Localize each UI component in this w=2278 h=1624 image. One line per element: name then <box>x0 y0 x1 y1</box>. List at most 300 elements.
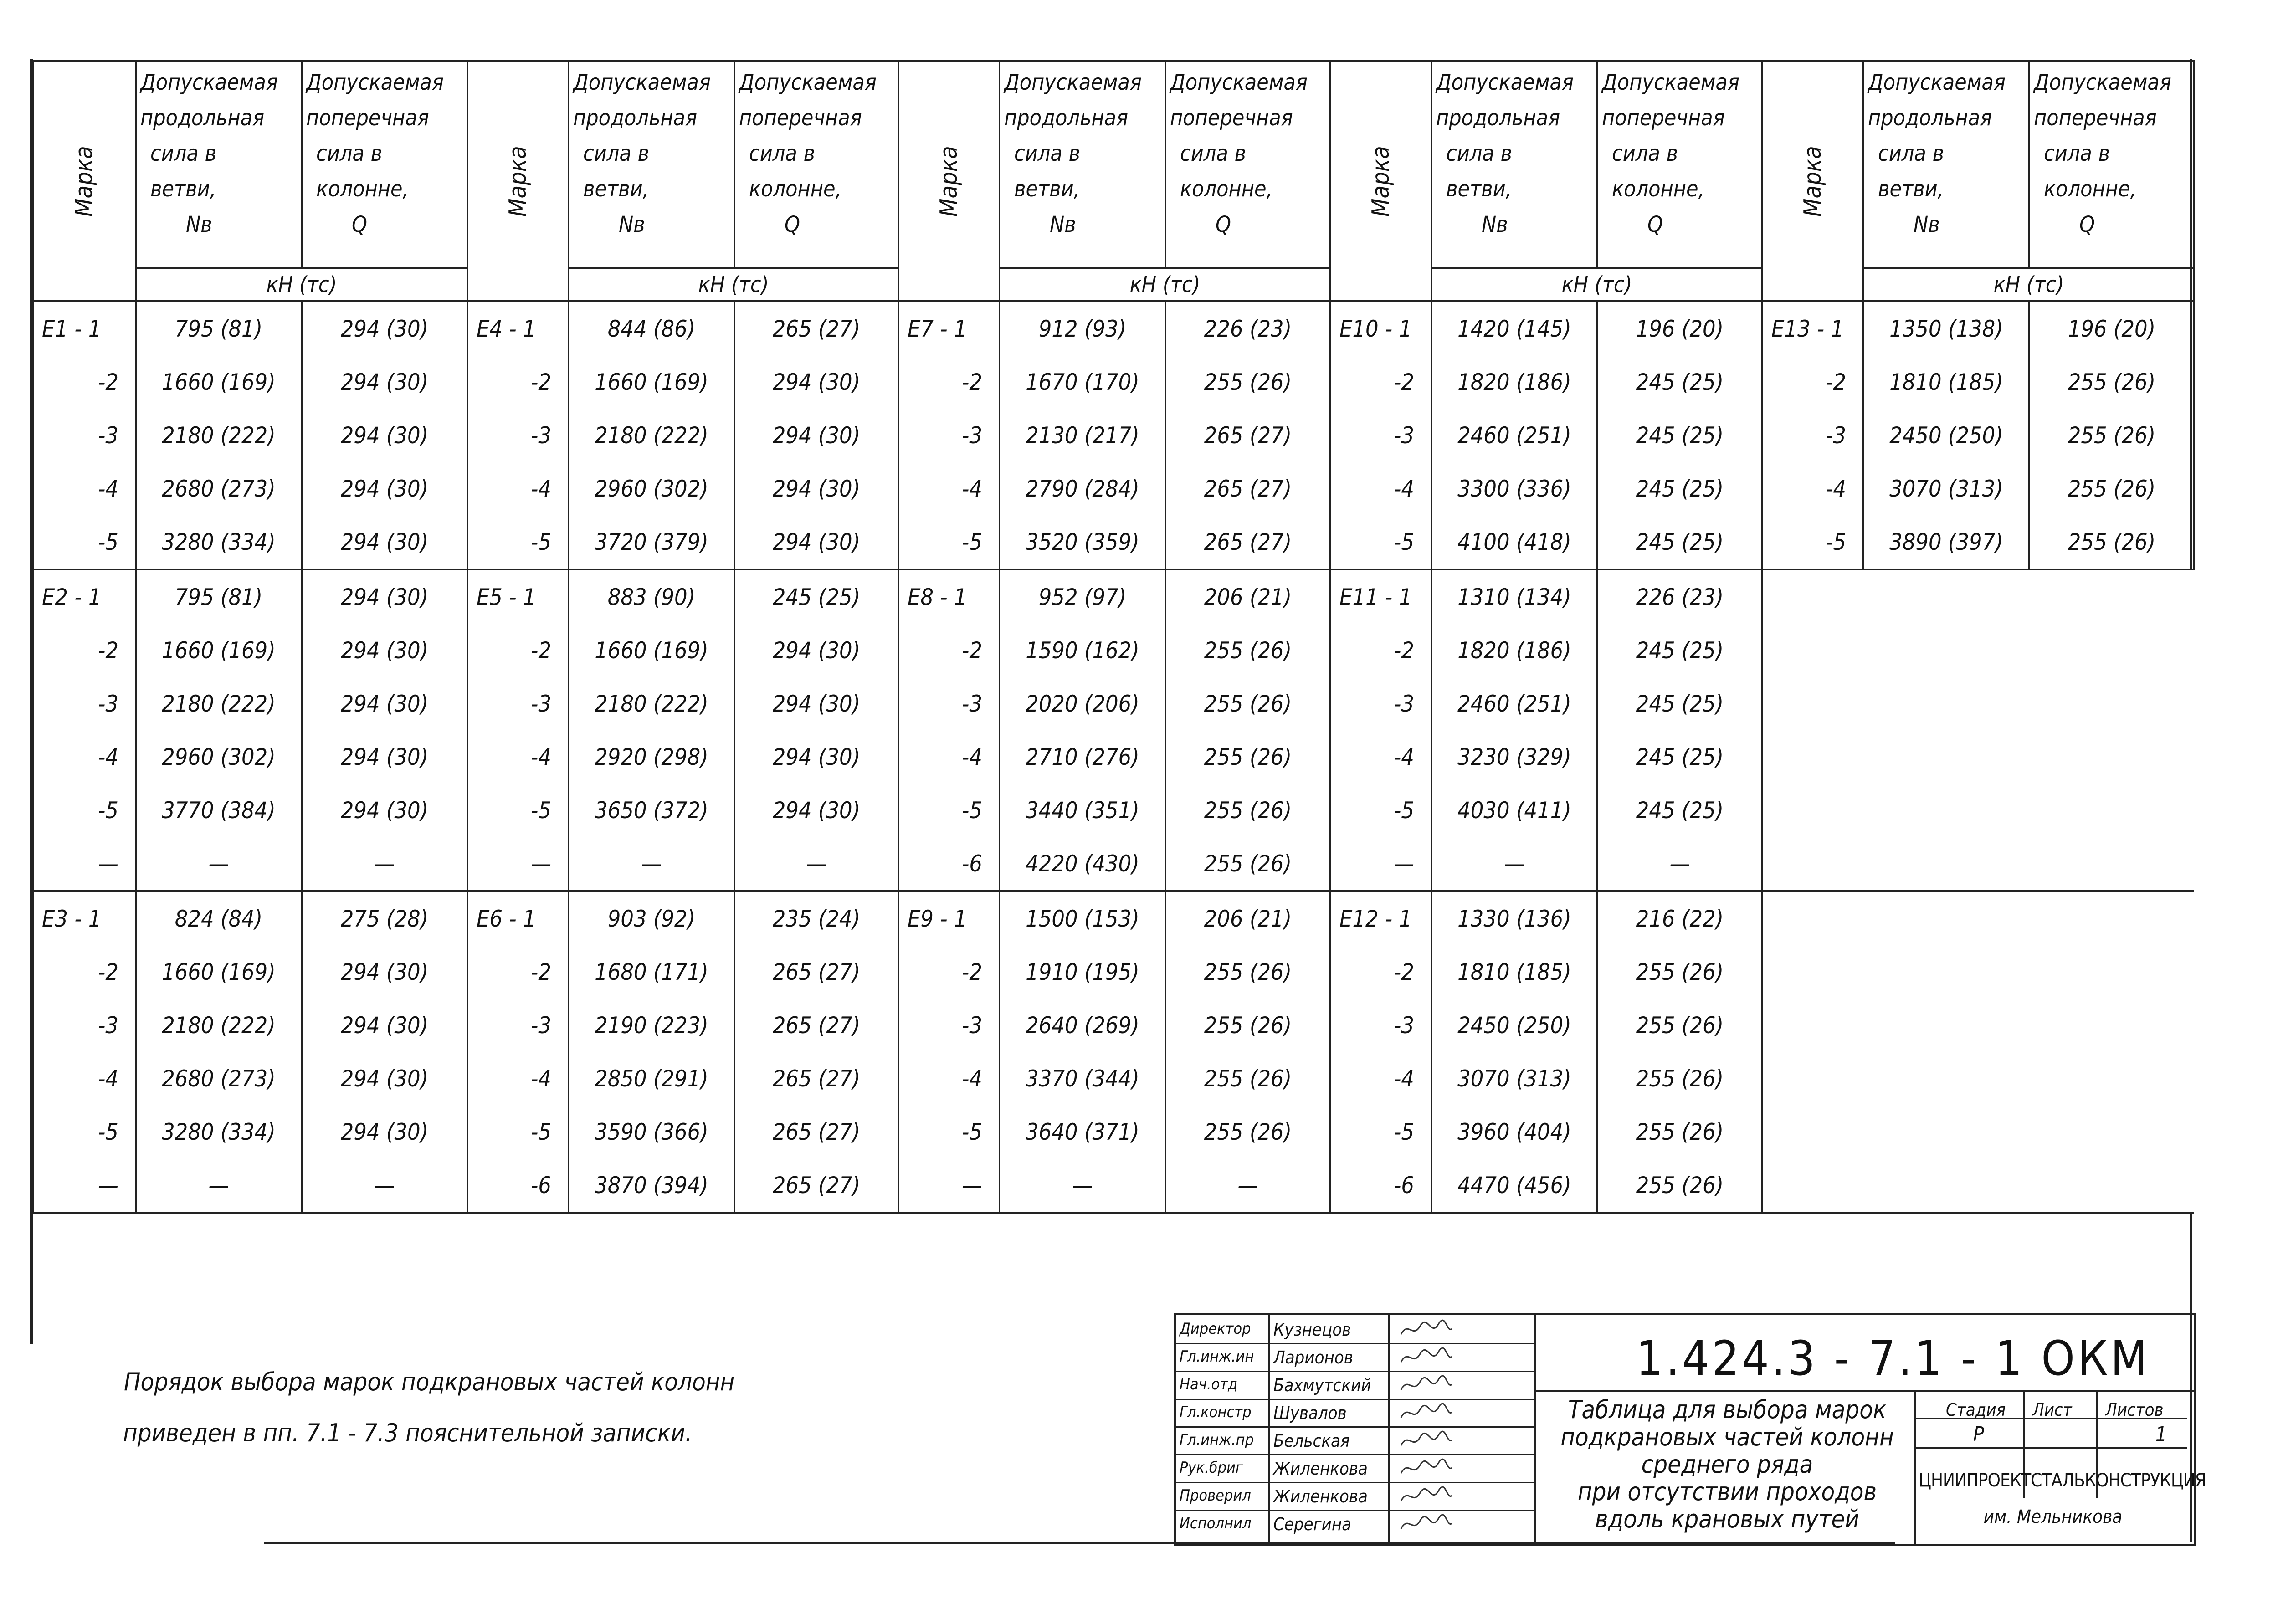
transverse-force-cell: 255 (26) <box>1165 730 1330 784</box>
transverse-force-cell: 265 (27) <box>1165 462 1330 515</box>
transverse-force-cell: 255 (26) <box>2029 462 2194 515</box>
mark-cell: -6 <box>467 1158 569 1213</box>
long-force-cell: 2960 (302) <box>136 730 302 784</box>
empty-cell <box>1762 837 1863 891</box>
empty-cell <box>2029 1158 2194 1213</box>
stamp-line <box>1176 1454 1534 1455</box>
mark-header-label: Марка <box>1799 145 1827 217</box>
header-line: продольная <box>1004 105 1129 131</box>
mark-cell: Е12 - 1 <box>1330 891 1431 945</box>
header-line: Nв <box>1914 212 1940 237</box>
transverse-force-cell: — <box>302 837 467 891</box>
transverse-force-cell: 255 (26) <box>1165 837 1330 891</box>
header-line: Допускаемая <box>573 70 711 95</box>
transverse-force-cell: 255 (26) <box>2029 409 2194 462</box>
long-force-cell: 4030 (411) <box>1431 784 1597 837</box>
header-line: поперечная <box>1602 105 1725 131</box>
table-row <box>33 624 2194 677</box>
long-force-cell: — <box>569 837 734 891</box>
mark-header <box>1330 61 1431 301</box>
long-force-cell: 795 (81) <box>136 301 302 355</box>
long-force-cell: 2680 (273) <box>136 462 302 515</box>
long-force-cell: 1500 (153) <box>1000 891 1165 945</box>
transverse-force-cell: 226 (23) <box>1165 301 1330 355</box>
header-line: Допускаемая <box>306 70 444 95</box>
transverse-force-cell: 294 (30) <box>302 1052 467 1105</box>
title-line-4: при отсутствии проходов <box>1577 1477 1877 1506</box>
signature-icon <box>1399 1511 1454 1540</box>
transverse-force-cell: 245 (25) <box>1597 624 1762 677</box>
drawing-title <box>1536 1396 1919 1533</box>
selection-note <box>124 1357 734 1459</box>
signature-icon <box>1399 1455 1454 1485</box>
transverse-force-cell: 255 (26) <box>1165 945 1330 999</box>
table-row <box>33 1158 2194 1213</box>
long-force-cell: — <box>136 837 302 891</box>
header-line: сила в <box>1878 141 1945 166</box>
transverse-force-cell: 294 (30) <box>302 624 467 677</box>
transverse-force-cell: 294 (30) <box>302 784 467 837</box>
long-force-cell: 2710 (276) <box>1000 730 1165 784</box>
stamp-role: Исполнил <box>1180 1514 1252 1532</box>
empty-cell <box>1762 999 1863 1052</box>
mark-cell: -5 <box>898 1105 1000 1158</box>
mark-cell: — <box>467 837 569 891</box>
long-force-cell: 3280 (334) <box>136 515 302 569</box>
mark-cell: -3 <box>1330 677 1431 730</box>
mark-cell: -2 <box>1330 624 1431 677</box>
header-line: ветви, <box>583 176 649 202</box>
mark-cell: -5 <box>33 1105 136 1158</box>
header-line: Q <box>1216 212 1231 237</box>
long-force-cell: 3870 (394) <box>569 1158 734 1213</box>
transverse-force-cell: 294 (30) <box>302 409 467 462</box>
unit-header: кН (тс) <box>569 268 898 301</box>
empty-cell <box>2029 730 2194 784</box>
long-force-cell: 1330 (136) <box>1431 891 1597 945</box>
stamp-line <box>1176 1343 1534 1344</box>
long-force-cell: 2180 (222) <box>136 999 302 1052</box>
long-force-cell: 1910 (195) <box>1000 945 1165 999</box>
transverse-force-cell: 294 (30) <box>734 730 898 784</box>
long-force-cell: 3650 (372) <box>569 784 734 837</box>
header-line: поперечная <box>2034 105 2157 131</box>
transverse-force-cell: — <box>1165 1158 1330 1213</box>
long-force-cell: 844 (86) <box>569 301 734 355</box>
empty-cell <box>1863 999 2029 1052</box>
stamp-role: Гл.инж.ин <box>1180 1347 1254 1366</box>
mark-cell: Е5 - 1 <box>467 569 569 624</box>
transverse-force-cell: 255 (26) <box>1165 624 1330 677</box>
mark-header-label: Марка <box>1367 145 1395 217</box>
mark-cell: -5 <box>33 784 136 837</box>
mark-cell: -4 <box>1330 462 1431 515</box>
long-force-cell: 1420 (145) <box>1431 301 1597 355</box>
unit-header: кН (тс) <box>1431 268 1762 301</box>
header-line: сила в <box>150 141 217 166</box>
table-row <box>33 462 2194 515</box>
empty-cell <box>1863 1105 2029 1158</box>
transverse-force-cell: — <box>302 1158 467 1213</box>
mark-cell: Е3 - 1 <box>33 891 136 945</box>
long-force-header <box>136 61 302 268</box>
empty-cell <box>1863 569 2029 624</box>
long-force-cell: 2180 (222) <box>136 677 302 730</box>
transverse-force-cell: 265 (27) <box>734 1105 898 1158</box>
transverse-force-cell: 265 (27) <box>734 1052 898 1105</box>
transverse-force-cell: 294 (30) <box>302 355 467 409</box>
transverse-force-cell: 294 (30) <box>734 462 898 515</box>
stamp-person-name: Шувалов <box>1273 1403 1347 1423</box>
mark-cell: -4 <box>33 1052 136 1105</box>
header-line: Q <box>785 212 800 237</box>
note-line-2: приведен в пп. 7.1 - 7.3 пояснительной записки. <box>123 1419 693 1447</box>
transverse-force-cell: 294 (30) <box>302 945 467 999</box>
stamp-person-name: Бельская <box>1273 1431 1350 1451</box>
mark-cell: Е1 - 1 <box>33 301 136 355</box>
table-row <box>33 301 2194 355</box>
header-line: Допускаемая <box>140 70 278 95</box>
table-row <box>33 515 2194 569</box>
long-force-cell: 2180 (222) <box>136 409 302 462</box>
empty-cell <box>2029 837 2194 891</box>
empty-cell <box>1762 677 1863 730</box>
transverse-force-cell: 245 (25) <box>1597 409 1762 462</box>
transverse-force-cell: — <box>1597 837 1762 891</box>
long-force-cell: 3640 (371) <box>1000 1105 1165 1158</box>
transverse-force-cell: 265 (27) <box>734 1158 898 1213</box>
long-force-cell: 3280 (334) <box>136 1105 302 1158</box>
header-line: Допускаемая <box>739 70 877 95</box>
signature-icon <box>1399 1483 1454 1512</box>
mark-cell: -3 <box>1330 999 1431 1052</box>
transverse-force-cell: 255 (26) <box>1597 1052 1762 1105</box>
empty-cell <box>1762 945 1863 999</box>
empty-cell <box>2029 945 2194 999</box>
long-force-cell: 2680 (273) <box>136 1052 302 1105</box>
mark-cell: Е4 - 1 <box>467 301 569 355</box>
transverse-force-cell: 245 (25) <box>1597 462 1762 515</box>
long-force-cell: 2180 (222) <box>569 409 734 462</box>
header-line: Nв <box>1482 212 1508 237</box>
transverse-force-cell: 294 (30) <box>734 624 898 677</box>
transverse-force-cell: 245 (25) <box>1597 355 1762 409</box>
empty-cell <box>2029 999 2194 1052</box>
mark-cell: -3 <box>898 999 1000 1052</box>
stamp-role: Директор <box>1180 1320 1251 1338</box>
table-row <box>33 784 2194 837</box>
empty-cell <box>1863 624 2029 677</box>
long-force-cell: 1820 (186) <box>1431 624 1597 677</box>
transverse-force-cell: 245 (25) <box>1597 730 1762 784</box>
mark-cell: -6 <box>1330 1158 1431 1213</box>
mark-header-label: Марка <box>70 145 98 217</box>
mark-cell: -2 <box>1762 355 1863 409</box>
mark-header-label: Марка <box>935 145 963 217</box>
long-force-cell: 3720 (379) <box>569 515 734 569</box>
mark-cell: — <box>898 1158 1000 1213</box>
long-force-cell: — <box>1000 1158 1165 1213</box>
header-line: продольная <box>573 105 698 131</box>
signature-icon <box>1399 1316 1454 1346</box>
long-force-cell: 3590 (366) <box>569 1105 734 1158</box>
long-force-cell: 2920 (298) <box>569 730 734 784</box>
empty-cell <box>2029 1052 2194 1105</box>
long-force-cell: 2130 (217) <box>1000 409 1165 462</box>
mark-cell: -5 <box>1762 515 1863 569</box>
transverse-force-cell: 255 (26) <box>1165 999 1330 1052</box>
mark-cell: -4 <box>898 462 1000 515</box>
transverse-force-header <box>1165 61 1330 268</box>
long-force-cell: 912 (93) <box>1000 301 1165 355</box>
empty-cell <box>1762 1052 1863 1105</box>
mark-cell: -6 <box>898 837 1000 891</box>
transverse-force-cell: 255 (26) <box>1165 784 1330 837</box>
stamp-role: Гл.инж.пр <box>1180 1431 1254 1449</box>
table-row <box>33 730 2194 784</box>
transverse-force-cell: 265 (27) <box>734 945 898 999</box>
transverse-force-cell: 245 (25) <box>1597 515 1762 569</box>
transverse-force-cell: 255 (26) <box>1165 677 1330 730</box>
long-force-cell: 2790 (284) <box>1000 462 1165 515</box>
header-line: продольная <box>1436 105 1560 131</box>
long-force-cell: 2460 (251) <box>1431 409 1597 462</box>
stamp-line <box>1176 1371 1534 1372</box>
empty-cell <box>1762 1158 1863 1213</box>
empty-cell <box>1863 730 2029 784</box>
organization-subname: им. Мельникова <box>1983 1506 2123 1527</box>
transverse-force-cell: 294 (30) <box>302 999 467 1052</box>
long-force-cell: 1590 (162) <box>1000 624 1165 677</box>
long-force-cell: 2190 (223) <box>569 999 734 1052</box>
transverse-force-cell: 255 (26) <box>1597 1158 1762 1213</box>
header-line: Допускаемая <box>1170 70 1308 95</box>
table-unit-row <box>33 268 2194 301</box>
long-force-cell: 1310 (134) <box>1431 569 1597 624</box>
mark-cell: -4 <box>1762 462 1863 515</box>
table-row <box>33 891 2194 945</box>
mark-cell: -2 <box>898 945 1000 999</box>
header-line: колонне, <box>1612 176 1705 202</box>
stamp-role: Рук.бриг <box>1180 1459 1243 1477</box>
header-line: ветви, <box>1014 176 1080 202</box>
stage-label: Стадия <box>1946 1400 2006 1420</box>
mark-cell: -5 <box>467 515 569 569</box>
long-force-cell: 1680 (171) <box>569 945 734 999</box>
header-line: сила в <box>749 141 816 166</box>
empty-cell <box>2029 677 2194 730</box>
header-line: Q <box>352 212 367 237</box>
sheet-label: Лист <box>2032 1400 2072 1420</box>
transverse-force-cell: 226 (23) <box>1597 569 1762 624</box>
mark-cell: -4 <box>467 730 569 784</box>
note-line-1: Порядок выбора марок подкрановых частей колонн <box>124 1368 735 1396</box>
transverse-force-cell: 294 (30) <box>302 730 467 784</box>
empty-cell <box>1863 1158 2029 1213</box>
header-line: сила в <box>1014 141 1081 166</box>
mark-cell: -2 <box>1330 355 1431 409</box>
mark-cell: -4 <box>1330 730 1431 784</box>
header-line: сила в <box>2044 141 2110 166</box>
transverse-force-cell: 245 (25) <box>734 569 898 624</box>
sheets-label: Листов <box>2105 1400 2164 1420</box>
stamp-person-name: Бахмутский <box>1273 1375 1371 1395</box>
mark-cell: -3 <box>467 409 569 462</box>
mark-cell: -3 <box>467 677 569 730</box>
header-line: ветви, <box>150 176 216 202</box>
document-code: 1.424.3 - 7.1 - 1 ОКМ <box>1636 1331 2150 1386</box>
header-line: сила в <box>1446 141 1513 166</box>
stamp-line <box>1534 1390 2195 1392</box>
mark-header <box>1762 61 1863 301</box>
header-line: ветви, <box>1878 176 1944 202</box>
signature-icon <box>1399 1399 1454 1429</box>
title-line-5: вдоль крановых путей <box>1595 1505 1859 1533</box>
long-force-cell: 824 (84) <box>136 891 302 945</box>
long-force-cell: 3070 (313) <box>1431 1052 1597 1105</box>
empty-cell <box>1863 945 2029 999</box>
long-force-cell: 2020 (206) <box>1000 677 1165 730</box>
long-force-cell: 1670 (170) <box>1000 355 1165 409</box>
mark-cell: -2 <box>898 624 1000 677</box>
header-line: Q <box>2079 212 2095 237</box>
mark-cell: — <box>1330 837 1431 891</box>
empty-cell <box>1762 624 1863 677</box>
mark-cell: -2 <box>33 355 136 409</box>
mark-cell: -3 <box>898 409 1000 462</box>
title-line-1: Таблица для выбора марок <box>1568 1395 1887 1424</box>
stamp-line <box>1176 1399 1534 1400</box>
organization-name: ЦНИИПРОЕКТСТАЛЬКОНСТРУКЦИЯ <box>1919 1470 2206 1491</box>
mark-cell: -4 <box>467 462 569 515</box>
transverse-force-cell: 294 (30) <box>302 301 467 355</box>
mark-cell: -4 <box>33 730 136 784</box>
empty-cell <box>2029 569 2194 624</box>
mark-cell: -3 <box>467 999 569 1052</box>
long-force-cell: 1660 (169) <box>136 945 302 999</box>
mark-cell: Е8 - 1 <box>898 569 1000 624</box>
header-line: сила в <box>1612 141 1678 166</box>
stamp-person-name: Серегина <box>1273 1514 1352 1534</box>
transverse-force-cell: 294 (30) <box>734 677 898 730</box>
table-row <box>33 1105 2194 1158</box>
mark-cell: -3 <box>1762 409 1863 462</box>
table-row <box>33 837 2194 891</box>
transverse-force-header <box>302 61 467 268</box>
long-force-cell: 4220 (430) <box>1000 837 1165 891</box>
unit-header: кН (тс) <box>136 268 467 301</box>
long-force-cell: 3890 (397) <box>1863 515 2029 569</box>
sheet-value: 1 <box>2155 1423 2167 1446</box>
empty-cell <box>1762 784 1863 837</box>
stamp-line <box>1176 1510 1534 1511</box>
header-line: колонне, <box>2044 176 2137 202</box>
mark-cell: Е10 - 1 <box>1330 301 1431 355</box>
mark-cell: -5 <box>33 515 136 569</box>
mark-cell: — <box>33 1158 136 1213</box>
mark-cell: -5 <box>1330 1105 1431 1158</box>
mark-cell: -5 <box>898 784 1000 837</box>
mark-cell: -3 <box>33 409 136 462</box>
column-mark-table <box>32 60 2195 1214</box>
empty-cell <box>1762 569 1863 624</box>
header-line: продольная <box>1868 105 1992 131</box>
mark-cell: -3 <box>33 999 136 1052</box>
mark-cell: -2 <box>467 624 569 677</box>
transverse-force-cell: 255 (26) <box>1165 355 1330 409</box>
long-force-header <box>1000 61 1165 268</box>
transverse-force-cell: 294 (30) <box>734 409 898 462</box>
transverse-force-cell: 265 (27) <box>734 301 898 355</box>
empty-cell <box>1762 891 1863 945</box>
table-header-row <box>33 61 2194 268</box>
long-force-header <box>1431 61 1597 268</box>
table-row <box>33 677 2194 730</box>
mark-cell: -2 <box>33 624 136 677</box>
table-row <box>33 945 2194 999</box>
empty-cell <box>2029 624 2194 677</box>
header-line: Допускаемая <box>1436 70 1574 95</box>
header-line: продольная <box>140 105 265 131</box>
long-force-cell: 795 (81) <box>136 569 302 624</box>
transverse-force-cell: 294 (30) <box>302 1105 467 1158</box>
long-force-cell: 2850 (291) <box>569 1052 734 1105</box>
transverse-force-header <box>2029 61 2194 268</box>
header-line: Допускаемая <box>2034 70 2171 95</box>
table-row <box>33 999 2194 1052</box>
mark-cell: -5 <box>467 784 569 837</box>
transverse-force-cell: 265 (27) <box>1165 409 1330 462</box>
long-force-cell: 1660 (169) <box>569 624 734 677</box>
mark-cell: Е6 - 1 <box>467 891 569 945</box>
transverse-force-cell: 196 (20) <box>2029 301 2194 355</box>
transverse-force-cell: 294 (30) <box>734 355 898 409</box>
long-force-cell: 3370 (344) <box>1000 1052 1165 1105</box>
header-line: поперечная <box>306 105 429 131</box>
long-force-cell: 903 (92) <box>569 891 734 945</box>
header-line: Q <box>1647 212 1663 237</box>
transverse-force-cell: 265 (27) <box>734 999 898 1052</box>
mark-cell: -3 <box>1330 409 1431 462</box>
empty-cell <box>1863 1052 2029 1105</box>
long-force-cell: 3070 (313) <box>1863 462 2029 515</box>
empty-cell <box>1762 730 1863 784</box>
stamp-line <box>1176 1482 1534 1483</box>
mark-cell: Е2 - 1 <box>33 569 136 624</box>
long-force-cell: 1820 (186) <box>1431 355 1597 409</box>
transverse-force-cell: 245 (25) <box>1597 677 1762 730</box>
table-row <box>33 1052 2194 1105</box>
mark-cell: -2 <box>1330 945 1431 999</box>
transverse-force-cell: 216 (22) <box>1597 891 1762 945</box>
long-force-cell: 2460 (251) <box>1431 677 1597 730</box>
transverse-force-cell: 255 (26) <box>2029 355 2194 409</box>
long-force-cell: 1350 (138) <box>1863 301 2029 355</box>
mark-header <box>33 61 136 301</box>
header-line: Nв <box>1050 212 1076 237</box>
empty-cell <box>2029 891 2194 945</box>
transverse-force-cell: 275 (28) <box>302 891 467 945</box>
transverse-force-cell: 255 (26) <box>1597 945 1762 999</box>
transverse-force-cell: 206 (21) <box>1165 569 1330 624</box>
table-row <box>33 409 2194 462</box>
transverse-force-cell: 245 (25) <box>1597 784 1762 837</box>
mark-cell: Е9 - 1 <box>898 891 1000 945</box>
header-line: сила в <box>316 141 383 166</box>
stamp-person-name: Кузнецов <box>1273 1320 1351 1340</box>
long-force-cell: 1660 (169) <box>569 355 734 409</box>
header-line: колонне, <box>749 176 842 202</box>
